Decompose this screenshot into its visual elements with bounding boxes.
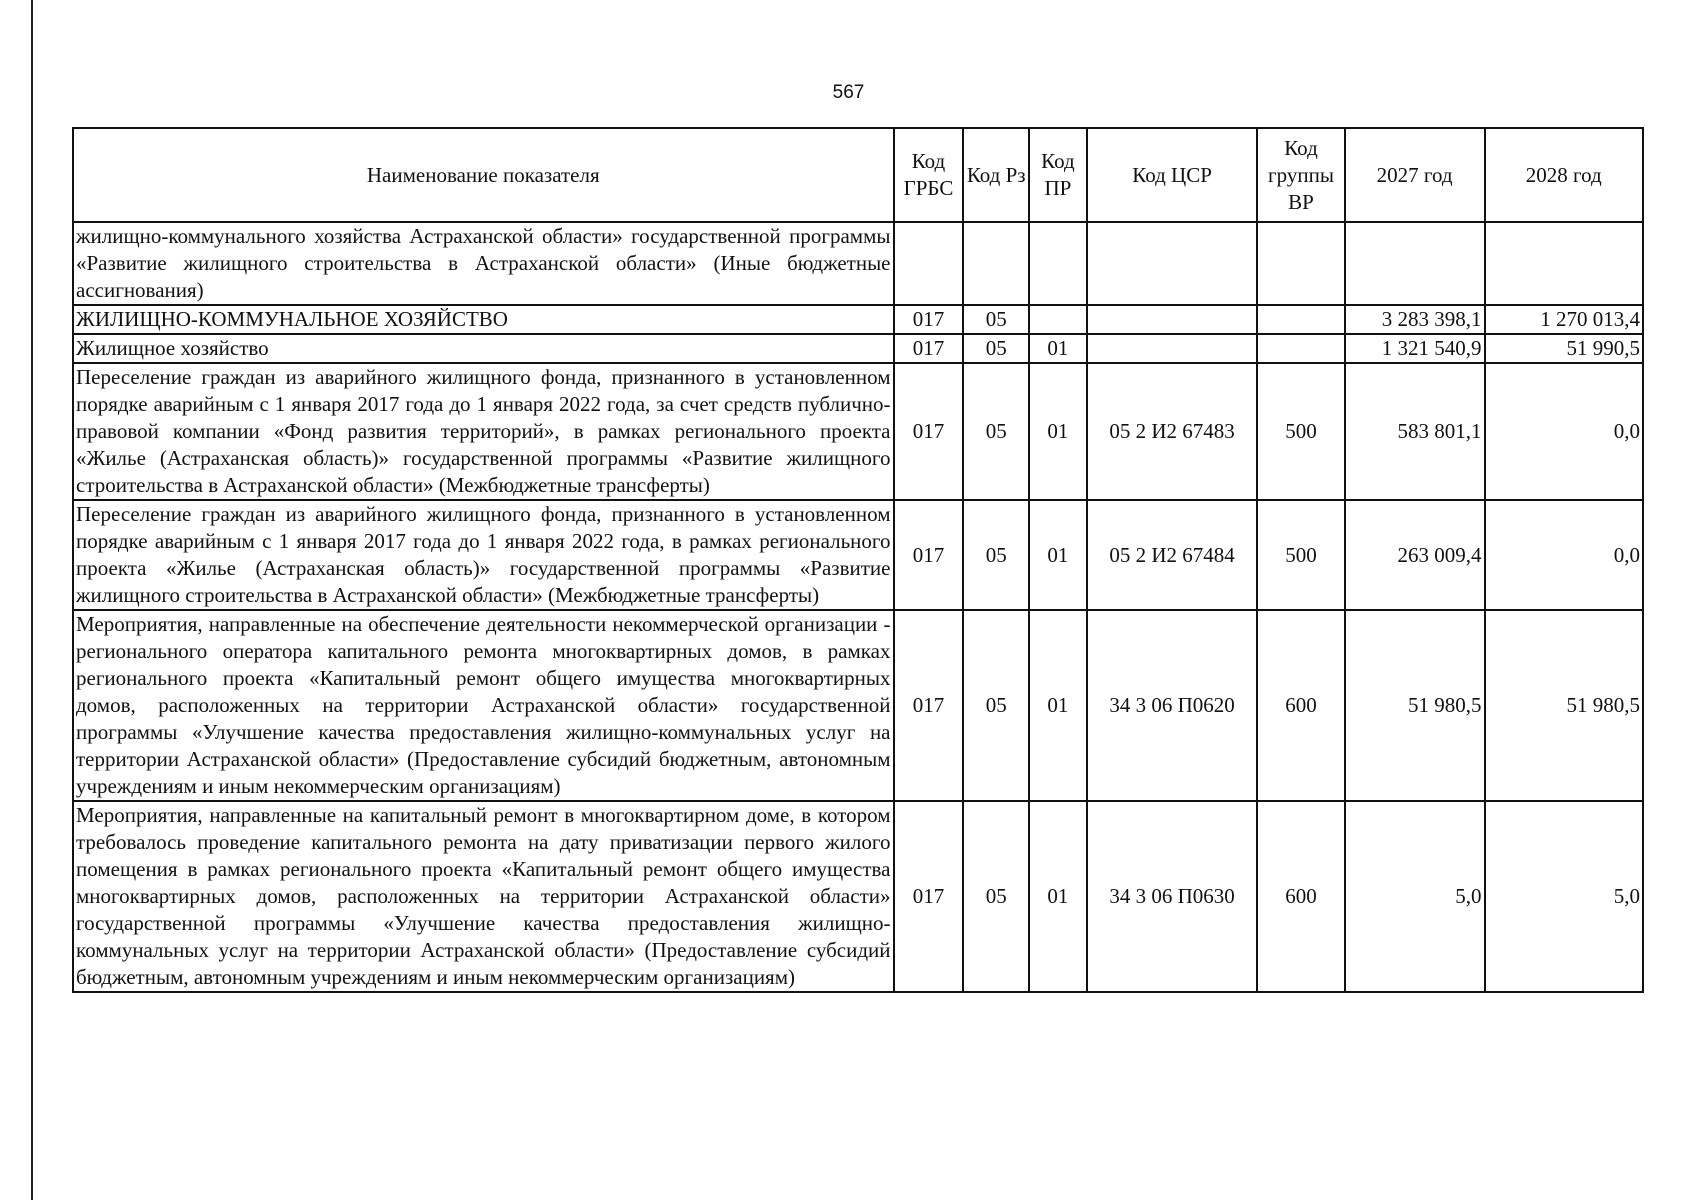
header-csr: Код ЦСР: [1087, 128, 1257, 222]
row-vr: [1257, 334, 1344, 363]
table-row: [73, 610, 1643, 801]
row-grbs: 017: [894, 500, 964, 610]
row-2027: 583 801,1: [1345, 363, 1485, 500]
row-grbs: 017: [894, 363, 964, 500]
row-2028: 51 980,5: [1485, 610, 1643, 801]
row-name: Мероприятия, направленные на капитальный ремонт в многоквартирном доме, в котором требовалось проведение капитального ремонта на дату приватизации первого жилого помещения в рамках регионального проекта «Капитальный ремонт общего имущества многоквартирных домов, расположенных на территории Астраханской области» государственной программы «Улучшение качества предоставления жилищно-коммунальных услуг на территории Астраханской области» (Предоставление субсидий бюджетным, автономным учреждениям и иным некоммерческим организациям): [73, 801, 894, 992]
table-row: [73, 363, 1643, 500]
row-pr: 01: [1029, 363, 1087, 500]
row-name: Переселение граждан из аварийного жилищного фонда, признанного в установленном порядке аварийным с 1 января 2017 года до 1 января 2022 года, в рамках регионального проекта «Жилье (Астраханская область)» государственной программы «Развитие жилищного строительства в Астраханской области» (Межбюджетные трансферты): [73, 500, 894, 610]
row-2027: [1345, 222, 1485, 305]
row-pr: 01: [1029, 610, 1087, 801]
table-row: [73, 500, 1643, 610]
row-rz: 05: [963, 334, 1029, 363]
row-2028: 51 990,5: [1485, 334, 1643, 363]
row-name: жилищно-коммунального хозяйства Астраханской области» государственной программы «Развитие жилищного строительства в Астраханской области» (Иные бюджетные ассигнования): [73, 222, 894, 305]
row-grbs: 017: [894, 801, 964, 992]
header-rz: Код Рз: [963, 128, 1029, 222]
row-csr: 05 2 И2 67484: [1087, 500, 1257, 610]
row-2027: 51 980,5: [1345, 610, 1485, 801]
header-2027: 2027 год: [1345, 128, 1485, 222]
row-csr: [1087, 334, 1257, 363]
header-grbs: Код ГРБС: [894, 128, 964, 222]
row-grbs: [894, 222, 964, 305]
row-rz: 05: [963, 305, 1029, 334]
row-name: ЖИЛИЩНО-КОММУНАЛЬНОЕ ХОЗЯЙСТВО: [73, 305, 894, 334]
table-header-row: [73, 128, 1643, 222]
table-row: [73, 305, 1643, 334]
row-vr: 600: [1257, 801, 1344, 992]
row-2027: 263 009,4: [1345, 500, 1485, 610]
row-vr: 600: [1257, 610, 1344, 801]
row-rz: 05: [963, 500, 1029, 610]
table-row: [73, 334, 1643, 363]
row-grbs: 017: [894, 610, 964, 801]
row-2028: 0,0: [1485, 363, 1643, 500]
row-csr: 34 3 06 П0630: [1087, 801, 1257, 992]
row-pr: [1029, 305, 1087, 334]
row-2028: 1 270 013,4: [1485, 305, 1643, 334]
row-pr: 01: [1029, 500, 1087, 610]
row-name: Мероприятия, направленные на обеспечение деятельности некоммерческой организации - регионального оператора капитального ремонта многоквартирных домов, в рамках регионального проекта «Капитальный ремонт общего имущества многоквартирных домов, расположенных на территории Астраханской области» государственной программы «Улучшение качества предоставления жилищно-коммунальных услуг на территории Астраханской области» (Предоставление субсидий бюджетным, автономным учреждениям и иным некоммерческим организациям): [73, 610, 894, 801]
row-csr: 05 2 И2 67483: [1087, 363, 1257, 500]
binding-margin-line: [31, 0, 33, 1200]
row-vr: 500: [1257, 500, 1344, 610]
row-pr: 01: [1029, 334, 1087, 363]
row-2028: [1485, 222, 1643, 305]
row-rz: 05: [963, 363, 1029, 500]
table-row: [73, 801, 1643, 992]
table-row: [73, 222, 1643, 305]
row-2027: 3 283 398,1: [1345, 305, 1485, 334]
header-pr: Код ПР: [1029, 128, 1087, 222]
row-2027: 1 321 540,9: [1345, 334, 1485, 363]
page-number: 567: [832, 82, 865, 103]
budget-table: [72, 127, 1644, 993]
row-pr: 01: [1029, 801, 1087, 992]
row-vr: 500: [1257, 363, 1344, 500]
row-pr: [1029, 222, 1087, 305]
row-csr: [1087, 222, 1257, 305]
row-name: Жилищное хозяйство: [73, 334, 894, 363]
row-vr: [1257, 222, 1344, 305]
row-rz: 05: [963, 610, 1029, 801]
row-grbs: 017: [894, 334, 964, 363]
row-vr: [1257, 305, 1344, 334]
row-name: Переселение граждан из аварийного жилищного фонда, признанного в установленном порядке аварийным с 1 января 2017 года до 1 января 2022 года, за счет средств публично-правовой компании «Фонд развития территорий», в рамках регионального проекта «Жилье (Астраханская область)» государственной программы «Развитие жилищного строительства в Астраханской области» (Межбюджетные трансферты): [73, 363, 894, 500]
row-csr: [1087, 305, 1257, 334]
header-vr: Код группы ВР: [1257, 128, 1344, 222]
row-rz: [963, 222, 1029, 305]
row-rz: 05: [963, 801, 1029, 992]
header-2028: 2028 год: [1485, 128, 1643, 222]
header-name: Наименование показателя: [73, 128, 894, 222]
row-2028: 0,0: [1485, 500, 1643, 610]
row-csr: 34 3 06 П0620: [1087, 610, 1257, 801]
row-2028: 5,0: [1485, 801, 1643, 992]
row-2027: 5,0: [1345, 801, 1485, 992]
row-grbs: 017: [894, 305, 964, 334]
